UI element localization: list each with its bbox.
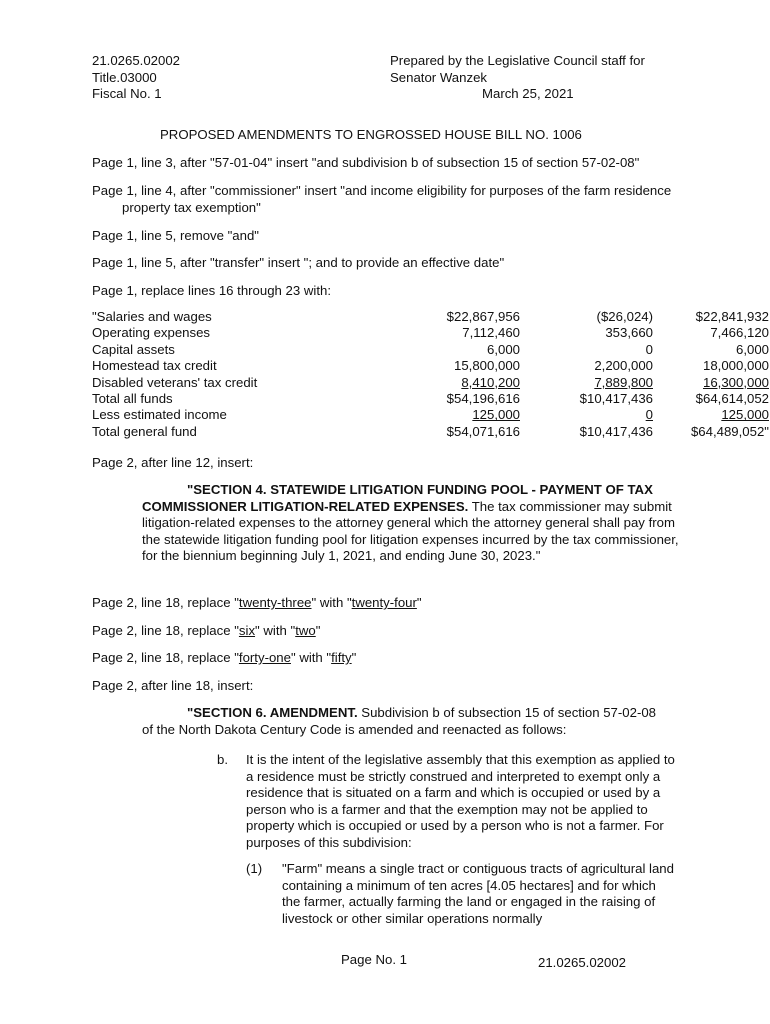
instruction-6: Page 2, after line 12, insert: — [92, 455, 254, 470]
total-amount: 7,466,120 — [710, 325, 769, 341]
total-amount: 18,000,000 — [702, 358, 769, 374]
adjustment-amount: $10,417,436 — [579, 423, 653, 439]
total-amount: $22,841,932 — [695, 309, 769, 324]
adjustment-amount: 2,200,000 — [594, 358, 653, 374]
row-label: Disabled veterans' tax credit — [92, 374, 258, 390]
subdivision-b — [217, 752, 677, 851]
section-4-body: The tax commissioner may submit litigation-related expenses to the attorney general which the attorney general shall pay from the statewide litigation funding pool for litigation expenses incurred by the tax commissioner, for the biennium beginning July 1, 2021, and ending June 30, 2023." — [142, 498, 679, 563]
row-label: Less estimated income — [92, 407, 227, 423]
table-row — [92, 407, 769, 423]
footer-document-number: 21.0265.02002 — [538, 955, 627, 970]
adjustment-amount: 353,660 — [605, 325, 653, 341]
adjustment-amount: ($26,024) — [596, 309, 653, 324]
row-label: Homestead tax credit — [92, 358, 217, 374]
base-amount: 6,000 — [486, 341, 520, 357]
section-6-body: Subdivision b of subsection 15 of section 57-02-08 of the North Dakota Century Code is amended and reenacted as follows: — [142, 705, 656, 737]
instruction-text: " — [315, 623, 321, 638]
instruction-text: Page 2, line 18, replace " — [92, 595, 239, 610]
row-label: "Salaries and wages — [92, 309, 212, 324]
document-identifiers — [92, 53, 180, 103]
page-title: PROPOSED AMENDMENTS TO ENGROSSED HOUSE BILL NO. 1006 — [160, 127, 582, 142]
adjustment-amount: $10,417,436 — [579, 391, 653, 407]
paragraph-marker: (1) — [246, 861, 263, 876]
senator-name: Senator Wanzek — [390, 69, 487, 85]
new-term: two — [295, 623, 316, 638]
row-label: Total all funds — [92, 391, 173, 407]
instruction-1: Page 1, line 3, after "57-01-04" insert "and subdivision b of subsection 15 of section 57-02-08" — [92, 155, 640, 170]
row-label: Total general fund — [92, 423, 197, 439]
preparer-info — [390, 53, 645, 103]
instruction-7 — [92, 595, 692, 612]
old-term: six — [238, 623, 256, 638]
instruction-text: " — [416, 595, 422, 610]
instruction-10: Page 2, after line 18, insert: — [92, 678, 254, 693]
table-row — [92, 325, 769, 341]
paragraph-1 — [246, 861, 676, 927]
instruction-4: Page 1, line 5, after "transfer" insert "; and to provide an effective date" — [92, 255, 505, 270]
base-amount: $54,071,616 — [446, 423, 520, 439]
base-amount: 7,112,460 — [462, 325, 520, 341]
table-row — [92, 375, 769, 391]
instruction-text: " with " — [311, 595, 352, 610]
document-number: 21.0265.02002 — [92, 53, 181, 68]
title-number: Title.03000 — [92, 69, 157, 85]
base-amount: $54,196,616 — [446, 391, 520, 407]
instruction-5: Page 1, replace lines 16 through 23 with: — [92, 283, 331, 298]
prepared-by: Prepared by the Legislative Council staff for — [390, 53, 645, 68]
section-4-heading: "SECTION 4. STATEWIDE LITIGATION FUNDING POOL - PAYMENT OF TAX COMMISSIONER LITIGATION-RELATED EXPENSES. — [142, 482, 653, 514]
page-number: Page No. 1 — [341, 952, 407, 967]
table-row — [92, 391, 769, 407]
instruction-text: " with " — [255, 623, 296, 638]
row-label: Operating expenses — [92, 325, 211, 341]
adjustment-amount: 0 — [645, 341, 653, 357]
instruction-2: Page 1, line 4, after "commissioner" insert "and income eligibility for purposes of the farm residence property tax exemption" — [92, 183, 672, 215]
instruction-9 — [92, 650, 692, 667]
section-4 — [142, 482, 682, 565]
total-amount: $64,614,052 — [695, 391, 769, 407]
adjustment-amount: 7,889,800 — [594, 374, 653, 390]
fiscal-number: Fiscal No. 1 — [92, 86, 162, 101]
total-amount: 6,000 — [735, 341, 769, 357]
subdivision-text: It is the intent of the legislative assembly that this exemption as applied to a residence must be strictly construed and interpreted to exempt only a residence that is situated on a farm and which is occupied or used by a person who is a farmer and that the exemption may not be applied to property which is occupied or used by a person who is not a farmer. For purposes of this subdivision: — [246, 752, 675, 850]
section-6-heading: "SECTION 6. AMENDMENT. — [187, 705, 358, 720]
paragraph-text: "Farm" means a single tract or contiguous tracts of agricultural land containing a minimum of ten acres [4.05 hectares] and for which the farmer, actually farming the land or engaged in the raising of livestock or other similar operations normally — [282, 861, 674, 926]
old-term: forty-one — [238, 650, 291, 665]
base-amount: 8,410,200 — [461, 374, 520, 390]
instruction-text: " with " — [290, 650, 332, 665]
document-date: March 25, 2021 — [482, 86, 574, 101]
table-row — [92, 309, 769, 325]
adjustment-amount: 0 — [645, 407, 653, 423]
instruction-text: Page 2, line 18, replace " — [92, 650, 239, 665]
instruction-text: Page 2, line 18, replace " — [92, 623, 239, 638]
subdivision-marker: b. — [217, 752, 228, 767]
table-row — [92, 358, 769, 374]
total-amount: 125,000 — [721, 407, 769, 423]
total-amount: 16,300,000 — [702, 374, 769, 390]
new-term: twenty-four — [351, 595, 417, 610]
table-row — [92, 424, 769, 440]
new-term: fifty — [331, 650, 352, 665]
instruction-8 — [92, 623, 692, 640]
instruction-3: Page 1, line 5, remove "and" — [92, 228, 259, 243]
base-amount: 15,800,000 — [453, 358, 520, 374]
row-label: Capital assets — [92, 341, 175, 357]
section-6 — [142, 705, 662, 738]
instruction-text: " — [351, 650, 357, 665]
base-amount: 125,000 — [472, 407, 520, 423]
old-term: twenty-three — [238, 595, 312, 610]
base-amount: $22,867,956 — [446, 309, 520, 324]
table-row — [92, 342, 769, 358]
total-amount: $64,489,052" — [690, 423, 769, 439]
appropriation-table — [92, 309, 769, 440]
